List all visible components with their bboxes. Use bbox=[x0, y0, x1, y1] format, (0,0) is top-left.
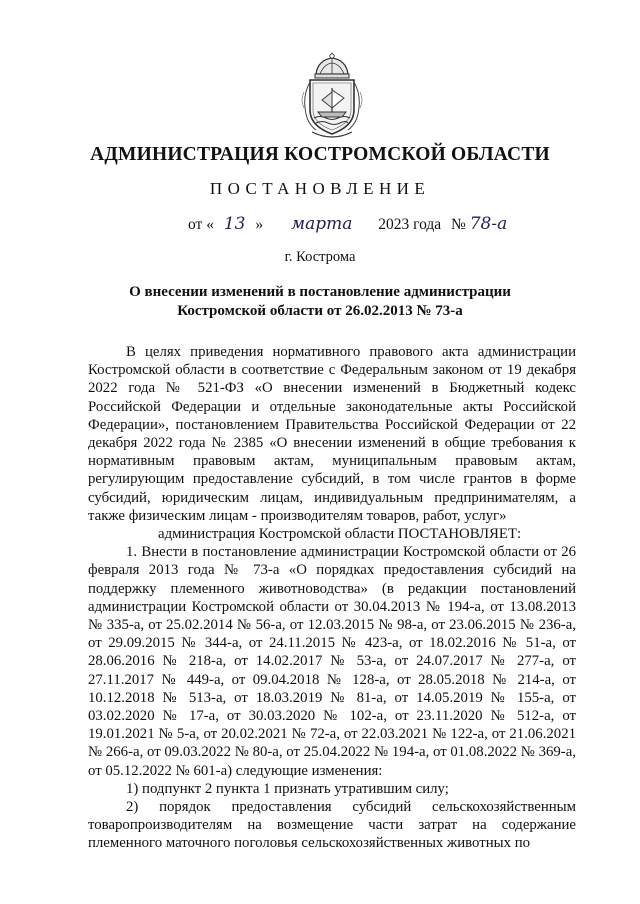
subitem-1-paragraph: 1) подпункт 2 пункта 1 признать утратившим силу; bbox=[126, 780, 449, 797]
date-year: 2023 года bbox=[378, 216, 442, 233]
document-number: 78-а bbox=[469, 214, 508, 234]
kostroma-coat-of-arms-icon bbox=[298, 52, 366, 140]
date-month: марта bbox=[290, 214, 353, 234]
date-line bbox=[188, 214, 507, 234]
date-prefix: от « bbox=[188, 216, 214, 233]
city: г. Кострома bbox=[284, 249, 356, 265]
item-1-paragraph: 1. Внести в постановление администрации Костромской области от 26 февраля 2013 года № 73-а «О порядках предоставления субсидий на поддержку племенного животноводства» (в редакции постановлений администрации Костромской области от 30.04.2013 № 194-а, от 13.08.2013 № 335-а, от 25.02.2014 № 56-а, от 12.03.2015 № 98-а, от 23.06.2015 № 236-а, от 29.09.2015 № 344-а, от 24.11.2015 № 423-а, от 18.02.2016 № 51-а, от 28.06.2016 № 218-а, от 14.02.2017 № 53-а, от 24.07.2017 № 277-а, от 27.11.2017 № 449-а, от 09.04.2018 № 128-а, от 28.05.2018 № 214-а, от 10.12.2018 № 513-а, от 18.03.2019 № 81-а, от 14.05.2019 № 155-а, от 03.02.2020 № 17-а, от 30.03.2020 № 102-а, от 23.11.2020 № 512-а, от 19.01.2021 № 5-а, от 20.02.2021 № 72-а, от 22.03.2021 № 122-а, от 21.06.2021 № 266-а, от 09.03.2022 № 80-а, от 25.04.2022 № 194-а, от 01.08.2022 № 369-а, от 05.12.2022 № 601-а) следующие изменения: bbox=[88, 544, 576, 779]
resolution-paragraph: администрация Костромской области ПОСТАНОВЛЯЕТ: bbox=[158, 526, 522, 543]
document-type: ПОСТАНОВЛЕНИЕ bbox=[209, 179, 431, 198]
title-line-1: О внесении изменений в постановление администрации bbox=[129, 284, 511, 300]
preamble-paragraph: В целях приведения нормативного правового акта администрации Костромской области в соответствие с Федеральным законом от 19 декабря 2022 года № 521-ФЗ «О внесении изменений в Бюджетный кодекс Российской Федерации и отдельные законодательные акты Российской Федерации», постановлением Правительства Российской Федерации от 22 декабря 2022 года № 2385 «О внесении изменений в общие требования к нормативным правовым актам, муниципальным правовым актам, регулирующим предоставление субсидий, в том числе грантов в форме субсидий, юридическим лицам, индивидуальным предпринимателям, а также физическим лицам - производителям товаров, работ, услуг» bbox=[88, 344, 576, 524]
date-day: 13 bbox=[223, 214, 246, 234]
organization-name: АДМИНИСТРАЦИЯ КОСТРОМСКОЙ ОБЛАСТИ bbox=[90, 144, 550, 165]
document-body bbox=[88, 343, 576, 853]
document-title bbox=[0, 283, 640, 321]
number-prefix: № bbox=[451, 216, 466, 233]
subitem-2-paragraph: 2) порядок предоставления субсидий сельскохозяйственным товаропроизводителям на возмещение части затрат на содержание племенного маточного поголовья сельскохозяйственных животных по bbox=[88, 799, 576, 852]
title-line-2: Костромской области от 26.02.2013 № 73-а bbox=[177, 303, 463, 319]
date-sep: » bbox=[255, 216, 264, 233]
